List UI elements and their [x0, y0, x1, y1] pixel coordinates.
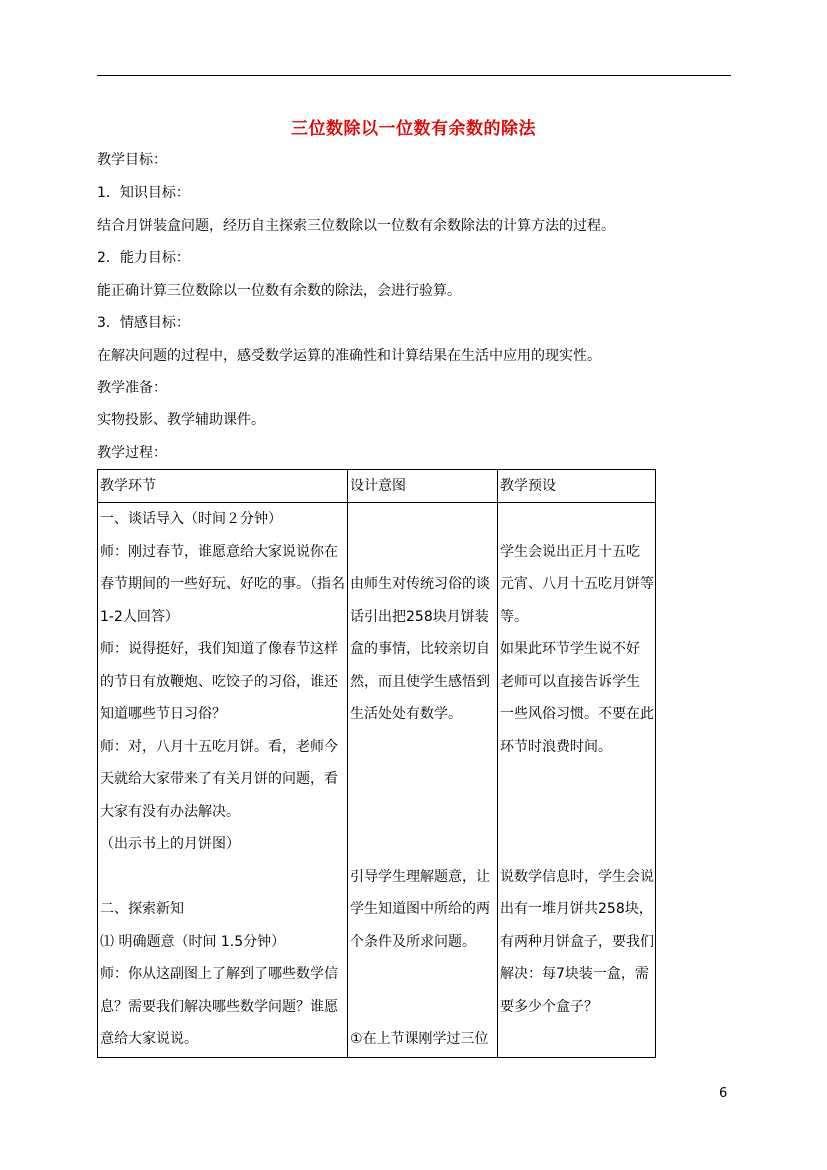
knowledge-objective-heading: 1．知识目标： — [97, 185, 190, 201]
table-header-cell: 教学环节 — [98, 470, 348, 503]
blank-line — [350, 991, 495, 1024]
blank-line — [350, 796, 495, 829]
page-number: 6 — [719, 1086, 728, 1101]
table-line: 等。 — [500, 608, 528, 625]
blank-line — [500, 796, 653, 829]
table-line: 意给大家说说。 — [100, 1031, 198, 1047]
blank-line — [100, 861, 345, 894]
table-line: （出示书上的月饼图） — [100, 836, 240, 852]
teaching-process-table — [97, 469, 656, 1058]
table-line: 环节时浪费时间。 — [500, 738, 612, 755]
ability-objective-text: 能正确计算三位数除以一位数有余数的除法，会进行验算。 — [97, 283, 461, 299]
table-header-cell: 设计意图 — [348, 470, 498, 503]
blank-line — [500, 828, 653, 861]
objectives-heading: 教学目标： — [97, 152, 167, 168]
table-line: 个条件及所求问题。 — [350, 933, 476, 950]
emotion-objective-heading: 3．情感目标： — [97, 315, 190, 331]
blank-line — [350, 536, 495, 569]
blank-line — [350, 503, 495, 536]
table-line: 生活处处有数学。 — [350, 706, 462, 722]
table-line: 老师可以直接告诉学生 — [500, 673, 640, 690]
table-line: 出有一堆月饼共258块， — [500, 901, 653, 917]
table-header-cell: 教学预设 — [498, 470, 656, 503]
table-line: 解决：每7块装一盒，需 — [500, 966, 649, 982]
table-line: 说数学信息时，学生会说 — [500, 868, 654, 885]
table-line: 学生会说出正月十五吃 — [500, 543, 640, 560]
table-line: 春节期间的一些好玩、好吃的事。（指名 — [100, 576, 345, 592]
table-line: 然，而且使学生感悟到 — [350, 673, 490, 690]
knowledge-objective-text: 结合月饼装盒问题，经历自主探索三位数除以一位数有余数除法的计算方法的过程。 — [97, 218, 615, 234]
table-line: 师：说得挺好，我们知道了像春节这样 — [100, 641, 338, 657]
blank-line — [500, 763, 653, 796]
blank-line — [350, 763, 495, 796]
table-row — [98, 503, 656, 1058]
table-line: ①在上节课刚学过三位 — [350, 1031, 489, 1047]
table-line: 如果此环节学生说不好 — [500, 641, 640, 657]
table-line: 师：你从这副图上了解到了哪些数学信 — [100, 966, 338, 982]
table-line: 盒的事情，比较亲切自 — [350, 641, 490, 657]
header-rule — [97, 75, 731, 76]
table-line: ⑴ 明确题意（时间 1.5分钟） — [100, 933, 286, 950]
table-line: 天就给大家带来了有关月饼的问题，看 — [100, 771, 338, 787]
table-line: 息？需要我们解决哪些数学问题？谁愿 — [100, 998, 338, 1015]
teaching-step-cell — [98, 503, 348, 1058]
table-line: 一些风俗习惯。不要在此 — [500, 706, 654, 722]
document-title: 三位数除以一位数有余数的除法 — [291, 119, 536, 139]
blank-line — [350, 958, 495, 991]
design-intent-cell — [348, 503, 498, 1058]
table-line: 话引出把258块月饼装 — [350, 608, 489, 625]
blank-line — [350, 731, 495, 764]
table-line: 一、谈话导入（时间２分钟） — [100, 511, 282, 527]
table-line: 由师生对传统习俗的谈 — [350, 576, 490, 592]
blank-line — [500, 503, 653, 536]
table-line: 引导学生理解题意，让 — [350, 868, 490, 885]
table-line: 大家有没有办法解决。 — [100, 803, 240, 820]
table-line: 要多少个盒子？ — [500, 998, 598, 1015]
table-line: 元宵、八月十五吃月饼等 — [500, 576, 654, 592]
table-line: 学生知道图中所给的两 — [350, 901, 490, 917]
preparation-text: 实物投影、教学辅助课件。 — [97, 412, 265, 428]
table-line: 师：刚过春节，谁愿意给大家说说你在 — [100, 543, 338, 560]
table-line: 知道哪些节日习俗？ — [100, 706, 226, 722]
teaching-preset-cell — [498, 503, 656, 1058]
table-line: 二、探索新知 — [100, 901, 184, 917]
emotion-objective-text: 在解决问题的过程中，感受数学运算的准确性和计算结果在生活中应用的现实性。 — [97, 348, 601, 364]
table-line: 1-2人回答） — [100, 608, 179, 625]
table-line: 师：对，八月十五吃月饼。看，老师今 — [100, 738, 338, 755]
table-line: 有两种月饼盒子，要我们 — [500, 933, 654, 950]
table-header-row — [98, 470, 656, 503]
table-line: 的节日有放鞭炮、吃饺子的习俗，谁还 — [100, 673, 338, 690]
process-heading: 教学过程： — [97, 445, 167, 461]
preparation-heading: 教学准备： — [97, 380, 167, 396]
blank-line — [350, 828, 495, 861]
ability-objective-heading: 2．能力目标： — [97, 250, 190, 266]
